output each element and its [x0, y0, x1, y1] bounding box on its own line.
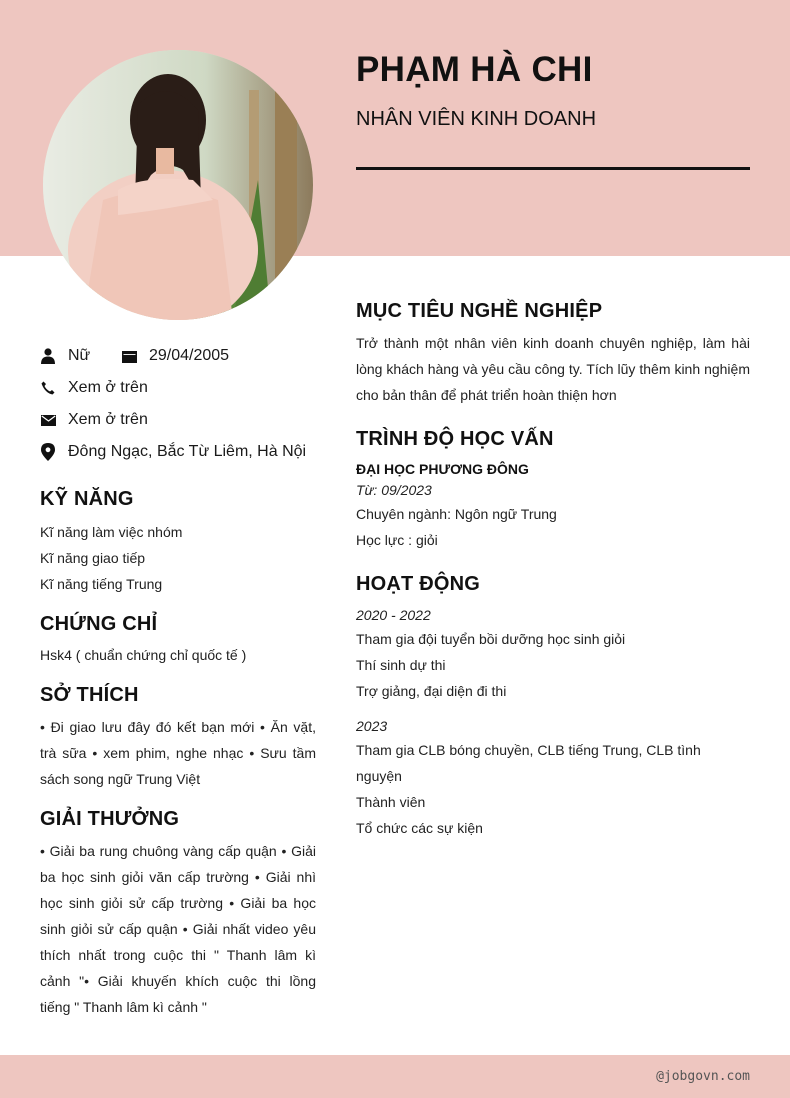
person-icon	[40, 347, 56, 365]
objective-title: MỤC TIÊU NGHỀ NGHIỆP	[356, 300, 603, 322]
awards-title: GIẢI THƯỞNG	[40, 808, 180, 830]
objective-text: Trở thành một nhân viên kinh doanh chuyên nghiệp, làm hài lòng khách hàng và yêu cầu công ty. Tích lũy thêm kinh nghiệm cho bản thân để phát triển hoàn thiện hơn	[356, 335, 750, 403]
gender-birthday-row	[40, 340, 316, 372]
skill-item: Kĩ năng tiếng Trung	[40, 576, 163, 592]
activity-line: Thí sinh dự thi	[356, 657, 446, 673]
location-pin-icon	[40, 443, 56, 461]
address-row	[40, 436, 316, 468]
activity-line: Thành viên	[356, 794, 426, 810]
phone-value: Xem ở trên	[68, 379, 148, 396]
footer-watermark: @jobgovn.com	[656, 1069, 750, 1084]
header-divider	[356, 167, 750, 170]
education-major: Chuyên ngành: Ngôn ngữ Trung	[356, 506, 557, 522]
skills-list	[40, 519, 316, 597]
phone-icon	[40, 379, 56, 397]
address-value: Đông Ngạc, Bắc Từ Liêm, Hà Nội	[68, 443, 307, 460]
education-title: TRÌNH ĐỘ HỌC VẤN	[356, 428, 554, 450]
activities-title: HOẠT ĐỘNG	[356, 573, 481, 595]
education-grade: Học lực : giỏi	[356, 532, 438, 548]
calendar-icon	[121, 347, 137, 365]
certificates-title: CHỨNG CHỈ	[40, 613, 158, 635]
mail-icon	[40, 411, 56, 429]
candidate-position: NHÂN VIÊN KINH DOANH	[356, 108, 597, 130]
left-column	[40, 340, 316, 1020]
activity-group	[356, 604, 750, 704]
profile-photo	[43, 50, 313, 320]
skills-title: KỸ NĂNG	[40, 488, 134, 510]
gender-value: Nữ	[68, 347, 91, 364]
skill-item: Kĩ năng giao tiếp	[40, 550, 146, 566]
right-column	[356, 300, 750, 841]
activity-line: Tham gia CLB bóng chuyền, CLB tiếng Trung, CLB tình nguyện	[356, 742, 701, 784]
activity-line: Tham gia đội tuyển bồi dưỡng học sinh giỏi	[356, 631, 626, 647]
skill-item: Kĩ năng làm việc nhóm	[40, 524, 183, 540]
candidate-name: PHẠM HÀ CHI	[356, 50, 593, 89]
email-value: Xem ở trên	[68, 411, 148, 428]
hobbies-title: SỞ THÍCH	[40, 684, 139, 706]
activity-period: 2023	[356, 718, 388, 734]
phone-row	[40, 372, 316, 404]
awards-text: • Giải ba rung chuông vàng cấp quận • Giải ba học sinh giỏi văn cấp trường • Giải nhì học sinh giỏi sử cấp trường • Giải ba học sinh giỏi sử cấp quận • Giải nhất video yêu thích nhất trong cuộc thi " Thanh lâm kì cảnh "• Giải khuyến khích cuộc thi lồng tiếng " Thanh lâm kì cảnh "	[40, 843, 316, 1015]
activity-line: Trợ giảng, đại diện đi thi	[356, 683, 507, 699]
activity-period: 2020 - 2022	[356, 607, 431, 623]
hobbies-text: • Đi giao lưu đây đó kết bạn mới • Ăn vặt, trà sữa • xem phim, nghe nhạc • Sưu tầm sách song ngữ Trung Việt	[40, 719, 316, 787]
certificates-list	[40, 642, 316, 668]
birthday-value: 29/04/2005	[149, 347, 230, 364]
certificate-item: Hsk4 ( chuẩn chứng chỉ quốc tế )	[40, 647, 247, 663]
education-period: Từ: 09/2023	[356, 482, 432, 498]
activity-line: Tổ chức các sự kiện	[356, 820, 483, 836]
school-name: ĐẠI HỌC PHƯƠNG ĐÔNG	[356, 461, 529, 477]
email-row	[40, 404, 316, 436]
activity-group	[356, 715, 750, 841]
